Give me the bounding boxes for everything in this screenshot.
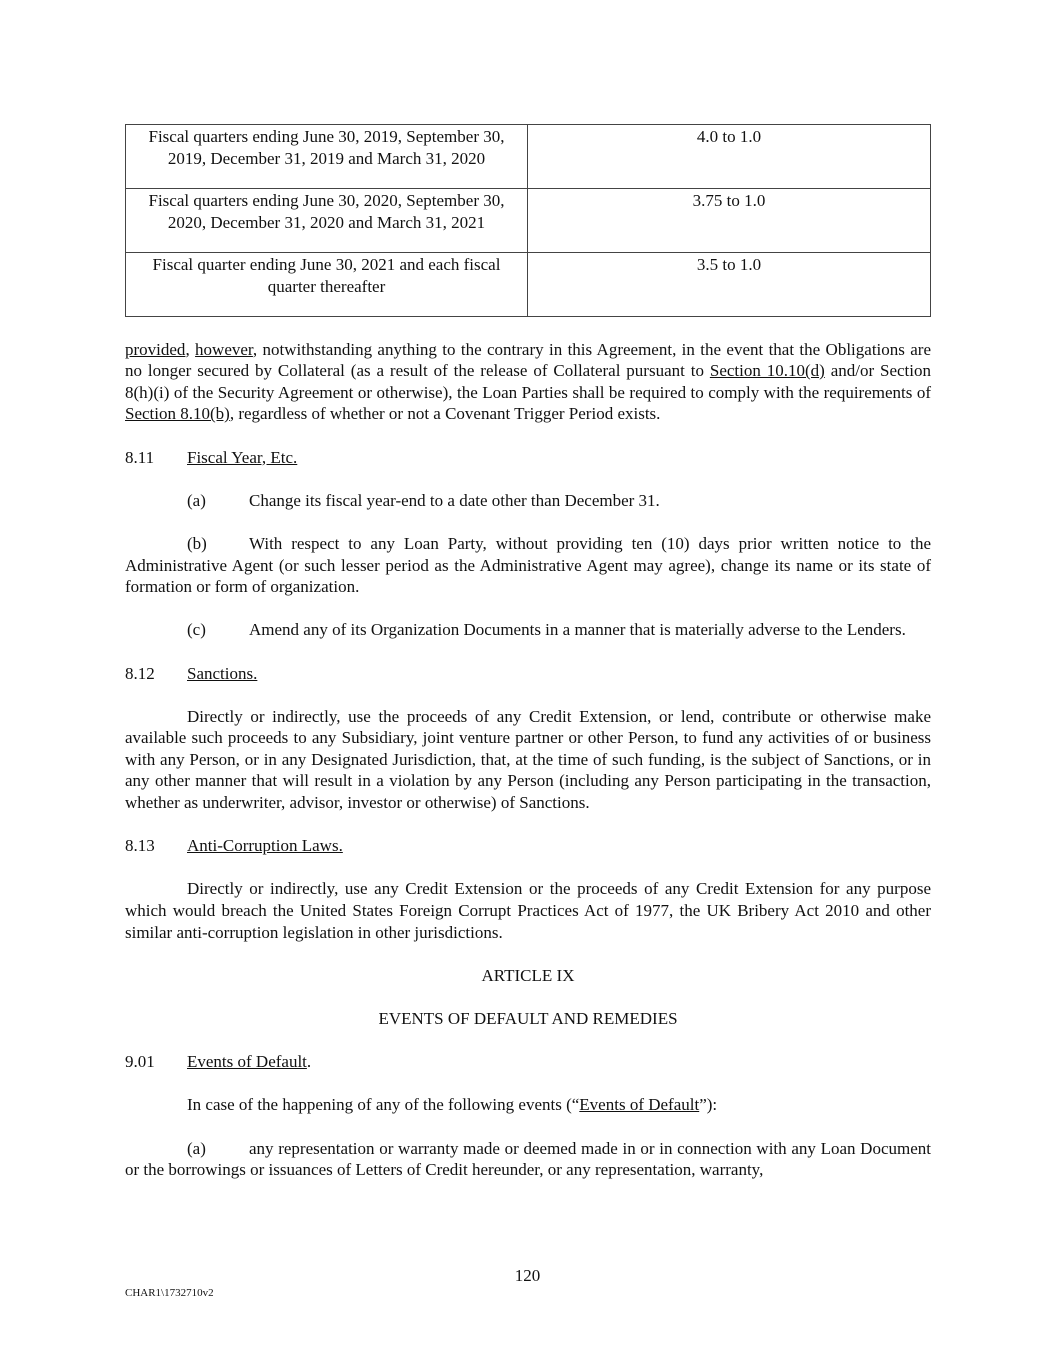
section-8-13-heading (125, 835, 931, 857)
events-of-default-term: Events of Default (579, 1095, 700, 1115)
proviso-paragraph (125, 339, 931, 425)
table-row (126, 253, 931, 317)
section-title: Sanctions. (187, 663, 258, 683)
document-id: CHAR1\1732710v2 (125, 1287, 214, 1299)
table-row (126, 125, 931, 189)
period-cell: Fiscal quarters ending June 30, 2020, September 30, 2020, December 31, 2020 and March 31, 2021 (126, 189, 528, 253)
clause-text: Change its fiscal year-end to a date other than December 31. (249, 490, 660, 510)
section-title: Events of Default (187, 1052, 307, 1072)
section-8-13-body: Directly or indirectly, use any Credit Extension or the proceeds of any Credit Extension for any purpose which would breach the United States Foreign Corrupt Practices Act of 1977, the UK Bribery Act 2010 and other similar anti-corruption legislation in other jurisdictions. (125, 879, 931, 942)
intro-text: ”): (699, 1095, 718, 1115)
however-term: however (195, 339, 253, 359)
page-number: 120 (514, 1266, 541, 1285)
ratio-cell: 4.0 to 1.0 (528, 125, 931, 189)
section-8-12-heading (125, 663, 931, 685)
section-8-10-b-reference: Section 8.10(b) (125, 404, 230, 424)
clause-9-01-a (125, 1138, 931, 1181)
section-8-11-heading (125, 447, 931, 469)
section-title: Fiscal Year, Etc. (187, 447, 298, 467)
section-title: Anti-Corruption Laws. (187, 836, 343, 856)
section-number: 9.01 (125, 1052, 155, 1072)
clause-8-11-b (125, 533, 931, 598)
ratio-cell: 3.5 to 1.0 (528, 253, 931, 317)
clause-label: (c) (187, 620, 206, 640)
ratio-cell: 3.75 to 1.0 (528, 189, 931, 253)
clause-8-11-a (125, 490, 931, 512)
clause-label: (a) (187, 490, 206, 510)
section-8-12-body: Directly or indirectly, use the proceeds of any Credit Extension, or lend, contribute or otherwise make available such proceeds to any Subsidiary, joint venture partner or other Person, to fund any activities of or business with any Person, or in any Designated Jurisdiction, that, at the time of such funding, is the subject of Sanctions, or in any other manner that will result in a violation by any Person (including any Person participating in the transaction, whether as underwriter, advisor, investor or otherwise) of Sanctions. (125, 706, 931, 813)
section-9-01-intro (125, 1094, 931, 1116)
proviso-text: , regardless of whether or not a Covenant Trigger Period exists. (229, 404, 661, 424)
document-page (125, 124, 931, 1181)
proviso-text: , notwithstanding anything to the contrary in this Agreement, in the event that the Obligations are no longer secured by Collateral (as a result of the release of Collateral pursuant to (125, 339, 931, 381)
proviso-text: , (185, 339, 196, 359)
section-number: 8.13 (125, 836, 155, 856)
section-9-01-heading (125, 1051, 931, 1073)
article-subtitle: EVENTS OF DEFAULT AND REMEDIES (378, 1009, 678, 1028)
period-cell: Fiscal quarters ending June 30, 2019, September 30, 2019, December 31, 2019 and March 31, 2020 (126, 125, 528, 189)
proviso-text: and/or Section 8(h)(i) of the Security Agreement or otherwise), the Loan Parties shall be required to comply with the requirements of (125, 361, 932, 402)
leverage-ratio-table (125, 124, 931, 317)
section-10-10-d-reference: Section 10.10(d) (709, 361, 825, 381)
section-number: 8.12 (125, 663, 155, 683)
clause-8-11-c (125, 619, 931, 641)
section-number: 8.11 (125, 447, 155, 467)
clause-text: any representation or warranty made or deemed made in or in connection with any Loan Document or the borrowings or issuances of Letters of Credit hereunder, or any representation, warranty, (125, 1138, 931, 1180)
section-title-punctuation: . (306, 1052, 312, 1072)
intro-text: In case of the happening of any of the following events (“ (187, 1095, 580, 1115)
provided-term: provided (125, 339, 186, 359)
clause-text: Amend any of its Organization Documents in a manner that is materially adverse to the Lenders. (249, 620, 906, 640)
clause-label: (b) (187, 533, 207, 553)
period-cell: Fiscal quarter ending June 30, 2021 and each fiscal quarter thereafter (126, 253, 528, 317)
clause-label: (a) (187, 1138, 206, 1158)
article-title: ARTICLE IX (481, 965, 575, 985)
clause-text: With respect to any Loan Party, without providing ten (10) days prior written notice to the Administrative Agent (or such lesser period as the Administrative Agent may agree), change its name or its state of formation or form of organization. (125, 533, 931, 597)
table-row (126, 189, 931, 253)
